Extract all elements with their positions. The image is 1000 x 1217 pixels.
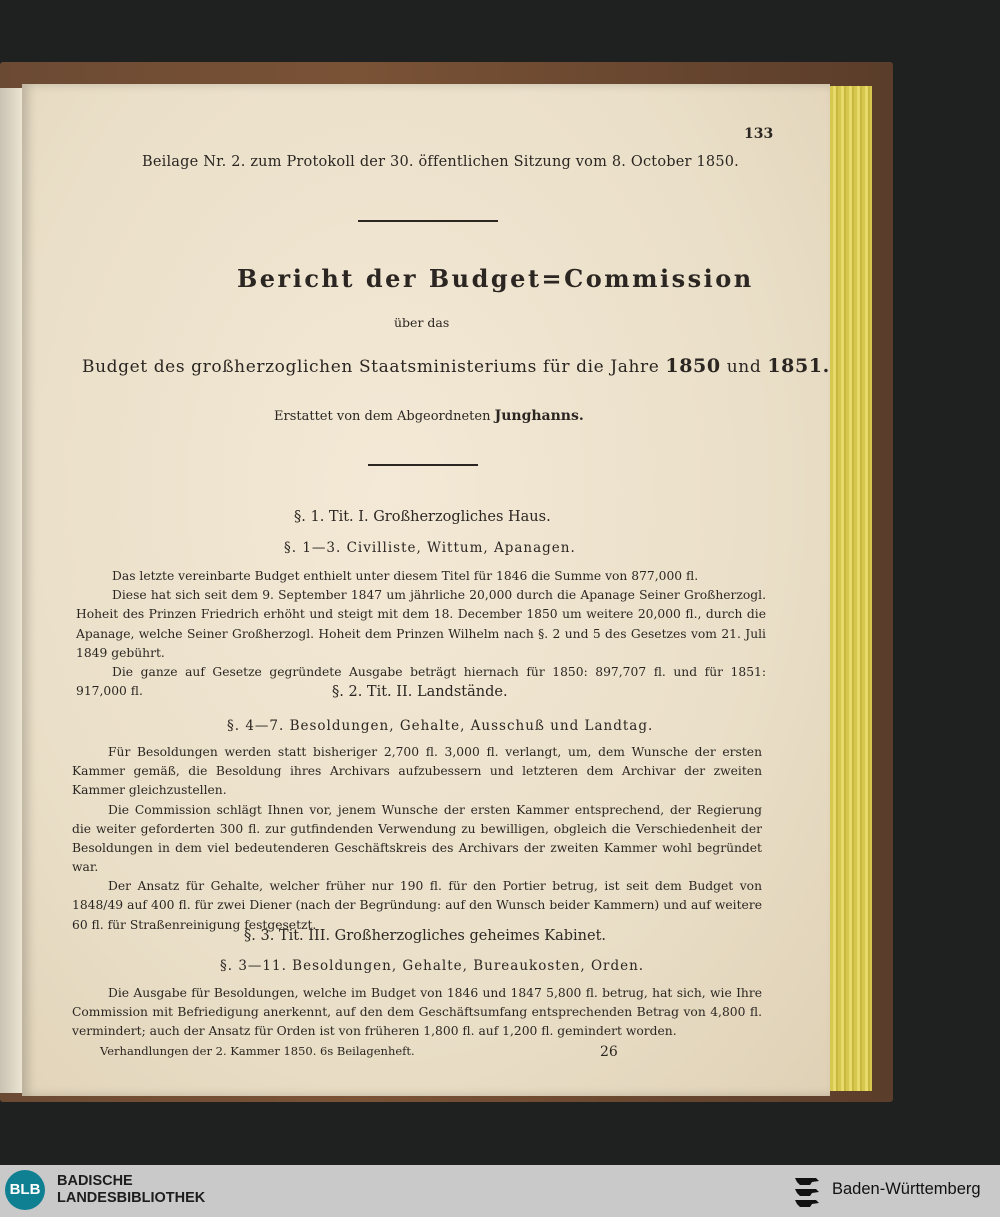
bottom-bar — [0, 1165, 1000, 1217]
left-page-edge — [0, 88, 22, 1093]
lions-crest-icon — [792, 1174, 822, 1208]
document-page — [22, 84, 830, 1096]
subtitle-budget-text: Budget des großherzoglichen Staatsministeriums für die Jahre — [82, 357, 660, 377]
subtitle-year-1: 1850 — [665, 355, 721, 377]
paragraph: Für Besoldungen werden statt bisheriger 2,700 fl. 3,000 fl. verlangt, um, dem Wunsche der ersten Kammer gemäß, die Besoldung ihres Archivars aufzubessern und letzteren dem Archivar der zweiten Kammer gleichzustellen. — [72, 745, 762, 798]
section-heading: §. 1. Tit. I. Großherzogliches Haus. — [294, 509, 551, 525]
section-body — [72, 743, 762, 935]
paragraph: Diese hat sich seit dem 9. September 1847 um jährliche 20,000 durch die Apanage Seiner Großherzogl. Hoheit des Prinzen Friedrich erhöht und steigt mit dem 18. December 1850 um weitere 20,000 fl., durch die Apanage, welche Seiner Großherzogl. Hoheit dem Prinzen Wilhelm nach §. 2 und 5 des Gesetzes vom 21. Juli 1849 gebührt. — [76, 588, 766, 660]
reporter-line — [274, 408, 584, 424]
section-heading: §. 3. Tit. III. Großherzogliches geheimes Kabinet. — [244, 928, 607, 944]
section-body — [76, 567, 766, 701]
paragraph: Die Ausgabe für Besoldungen, welche im Budget von 1846 und 1847 5,800 fl. betrug, hat sich, wie Ihre Commission mit Befriedigung anerkennt, auf den dem Geschäftsumfang entsprechenden Betrag von 4,800 fl. vermindert; auch der Ansatz für Orden ist von früheren 1,800 fl. auf 1,200 fl. gemindert worden. — [72, 986, 762, 1039]
paragraph: Das letzte vereinbarte Budget enthielt unter diesem Titel für 1846 die Summe von 877,000 fl. — [112, 569, 699, 583]
footer-signature: 26 — [600, 1044, 618, 1060]
blb-name[interactable] — [57, 1173, 205, 1207]
subtitle-budget — [82, 355, 830, 377]
subtitle-year-2: 1851. — [767, 355, 830, 377]
paragraph: Der Ansatz für Gehalte, welcher früher nur 190 fl. für den Portier betrug, ist seit dem Budget von 1848/49 auf 400 fl. für zwei Diener (nach der Begründung: auf den Wunsch beider Kammern) und auf weitere 60 fl. für Straßenreinigung festgesetzt. — [72, 879, 762, 932]
bw-name[interactable]: Baden-Württemberg — [832, 1180, 981, 1198]
page-number: 133 — [744, 126, 774, 142]
header-line: Beilage Nr. 2. zum Protokoll der 30. öffentlichen Sitzung vom 8. October 1850. — [142, 154, 739, 170]
section-subheading: §. 4—7. Besoldungen, Gehalte, Ausschuß und Landtag. — [227, 718, 654, 734]
reporter-name: Junghanns. — [494, 408, 584, 424]
subtitle-und: und — [726, 357, 762, 377]
section-body — [72, 984, 762, 1042]
section-subheading: §. 1—3. Civilliste, Wittum, Apanagen. — [284, 540, 576, 556]
reporter-prefix: Erstattet von dem Abgeordneten — [274, 409, 491, 424]
blb-logo[interactable]: BLB — [5, 1170, 45, 1210]
section-subheading: §. 3—11. Besoldungen, Gehalte, Bureaukosten, Orden. — [220, 958, 645, 974]
blb-name-line1: BADISCHE — [57, 1173, 133, 1189]
section-heading: §. 2. Tit. II. Landstände. — [332, 684, 508, 700]
blb-name-line2: LANDESBIBLIOTHEK — [57, 1190, 206, 1206]
paragraph: Die Commission schlägt Ihnen vor, jenem Wunsche der ersten Kammer entsprechend, der Regierung die weiter geforderten 300 fl. zur gutfindenden Verwendung zu bewilligen, obgleich die Verschiedenheit der Besoldungen in dem viel bedeutenderen Geschäftskreis des Archivars der zweiten Kammer wohl begründet war. — [72, 802, 762, 875]
paragraph: Die ganze auf Gesetze gegründete Ausgabe beträgt hiernach für 1850: 897,707 fl. und für 1851: 917,000 fl. — [76, 664, 766, 699]
subtitle-ueber: über das — [394, 315, 450, 330]
document-title: Bericht der Budget=Commission — [237, 264, 754, 293]
footer-left: Verhandlungen der 2. Kammer 1850. 6s Beilagenheft. — [100, 1044, 415, 1058]
divider-rule — [368, 464, 478, 466]
divider-rule — [358, 220, 498, 222]
